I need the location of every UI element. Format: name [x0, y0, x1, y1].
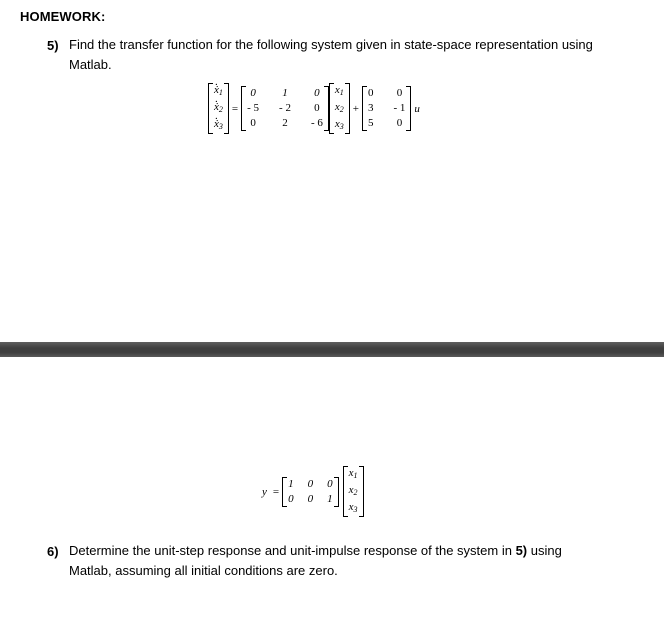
page-divider: [0, 342, 664, 357]
question-5-line-1: Find the transfer function for the following system given in state-space representation using: [69, 37, 593, 52]
matrix-a: [241, 86, 329, 131]
xdot-symbol: . ẋ: [214, 117, 219, 132]
xdot-symbol: . ẋ: [214, 83, 219, 98]
matrix-a-cell: - 2: [279, 102, 291, 114]
x-symbol: x: [348, 467, 354, 479]
homework-heading: HOMEWORK:: [20, 9, 106, 24]
matrix-b-cell: 5: [367, 117, 374, 129]
matrix-b-cell: - 1: [393, 102, 406, 114]
x-index: 3: [353, 505, 358, 514]
x-symbol: x: [348, 484, 354, 496]
question-6-line-2: Matlab, assuming all initial conditions are zero.: [69, 563, 338, 578]
matrix-c: [282, 477, 339, 507]
output-y: y: [262, 485, 267, 498]
matrix-b-cell: 0: [367, 87, 374, 99]
matrix-a-cell: 0: [250, 117, 256, 129]
matrix-c-cell: 1: [327, 492, 333, 505]
output-equation: [259, 466, 364, 517]
x-index: 2: [353, 488, 358, 497]
state-vector: [329, 83, 350, 134]
equals-sign: =: [272, 485, 280, 498]
matrix-a-cell: 2: [282, 117, 288, 129]
x-symbol: x: [334, 84, 340, 96]
matrix-c-cell: 0: [288, 492, 294, 505]
matrix-a-cell: - 6: [310, 117, 323, 129]
matrix-a-cell: 0: [314, 87, 320, 99]
equals-sign: =: [231, 102, 239, 115]
xdot-index: 2: [218, 105, 223, 114]
x-index: 2: [339, 105, 344, 114]
matrix-a-cell: 0: [314, 102, 320, 114]
matrix-a-cell: 1: [282, 87, 288, 99]
x-symbol: x: [334, 118, 340, 130]
matrix-b-cell: 0: [396, 117, 403, 129]
matrix-c-cell: 1: [288, 477, 294, 490]
question-5-line-2: Matlab.: [69, 57, 112, 72]
matrix-c-cell: 0: [327, 477, 333, 490]
output-state-vector: [343, 466, 364, 517]
x-symbol: x: [348, 501, 354, 513]
xdot-symbol: . ẋ: [214, 100, 219, 115]
matrix-b-cell: 3: [367, 102, 374, 114]
matrix-b: [362, 86, 411, 131]
question-5-number: 5): [47, 38, 59, 53]
question-6-text-end: using: [527, 543, 562, 558]
state-derivative-vector: [208, 83, 229, 134]
question-6-line-1: [69, 541, 562, 561]
state-equation: [208, 83, 423, 134]
matrix-c-cell: 0: [307, 477, 314, 490]
x-symbol: x: [334, 101, 340, 113]
question-6-reference: 5): [515, 543, 528, 558]
x-index: 1: [339, 88, 344, 97]
matrix-a-cell: 0: [250, 87, 256, 99]
matrix-c-cell: 0: [307, 492, 314, 505]
input-u: u: [414, 102, 420, 115]
xdot-index: 3: [218, 122, 223, 131]
plus-sign: +: [352, 102, 359, 115]
matrix-b-cell: 0: [396, 87, 403, 99]
xdot-index: 1: [218, 88, 223, 97]
matrix-a-cell: - 5: [247, 102, 260, 114]
x-index: 1: [353, 471, 358, 480]
question-6-number: 6): [47, 544, 59, 559]
x-index: 3: [339, 122, 344, 131]
question-6-text: Determine the unit-step response and unit-impulse response of the system in: [69, 543, 516, 558]
